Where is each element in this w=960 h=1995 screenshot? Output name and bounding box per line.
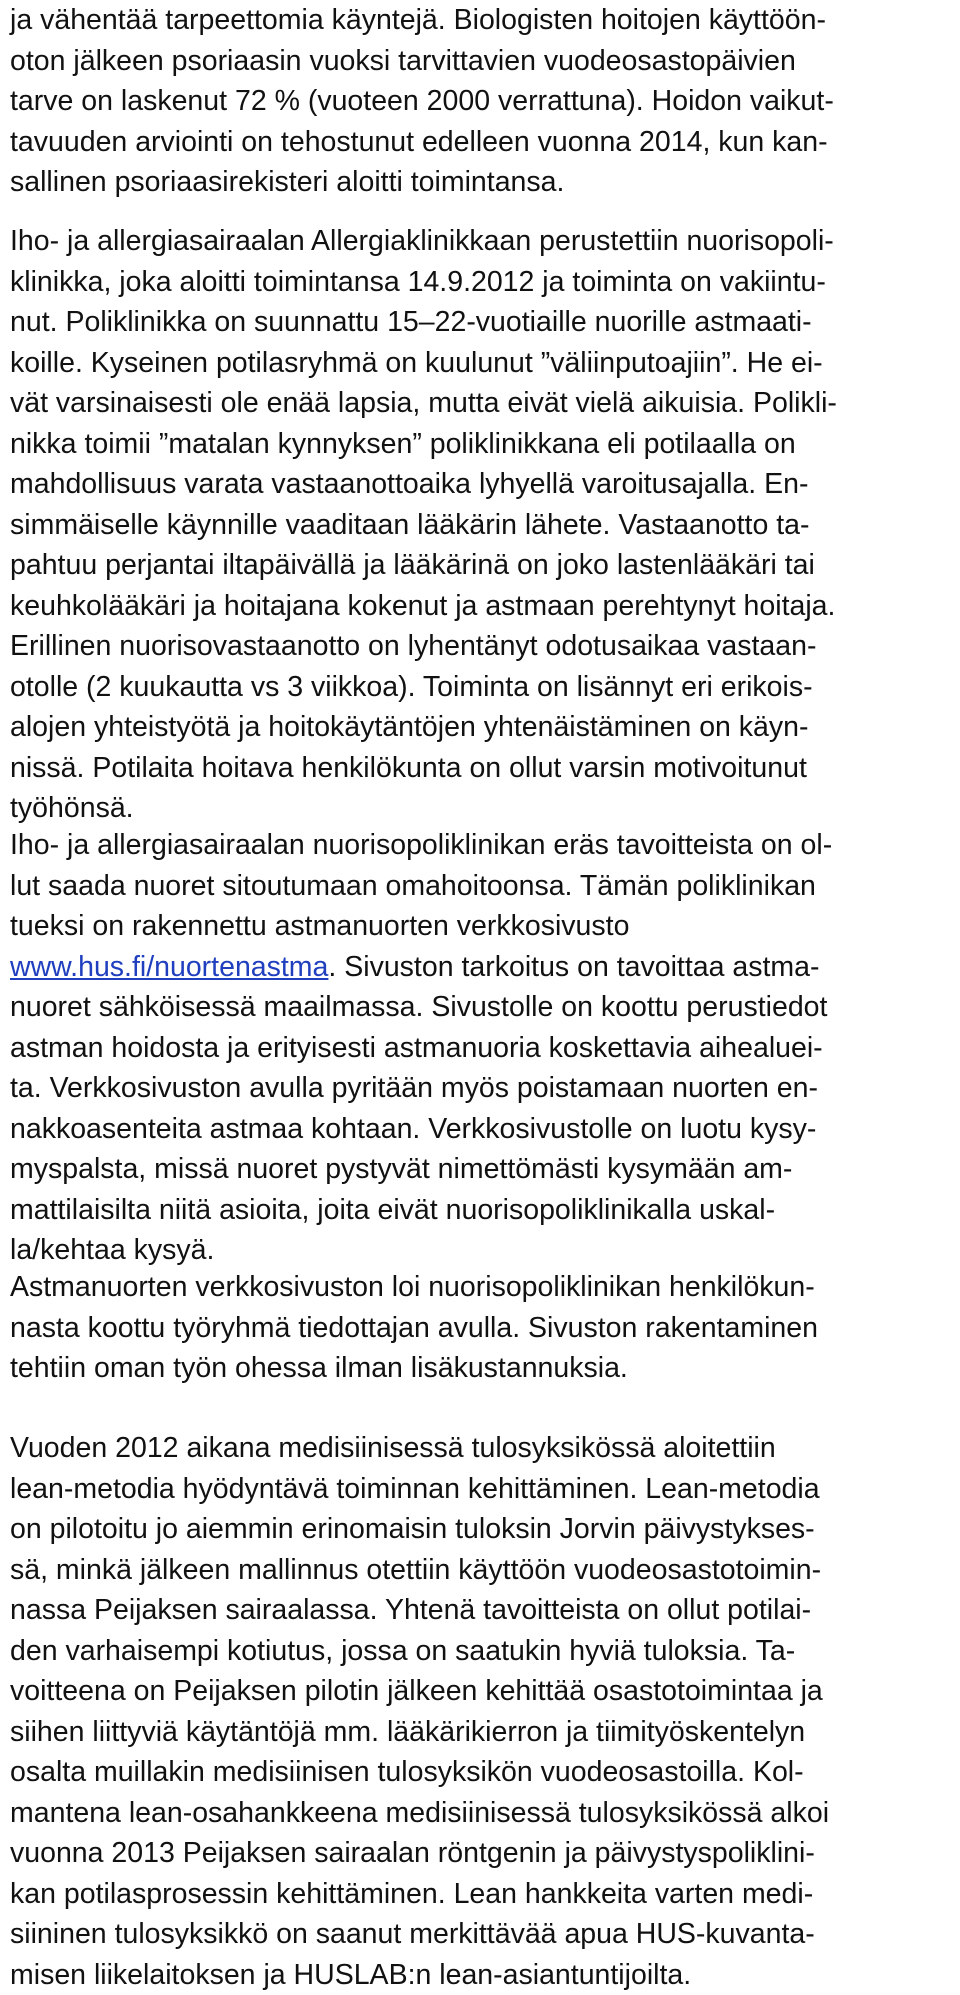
paragraph-website-team xyxy=(10,1267,818,1389)
text-line: astman hoidosta ja erityisesti astmanuoria koskettavia aihealuei- xyxy=(10,1028,832,1069)
text-line: vuonna 2013 Peijaksen sairaalan röntgenin ja päivystyspoliklini- xyxy=(10,1833,829,1874)
paragraph-asthma-website xyxy=(10,825,832,1271)
text-line-with-link xyxy=(10,947,832,988)
text-line: on pilotoitu jo aiemmin erinomaisin tuloksin Jorvin päivystykses- xyxy=(10,1509,829,1550)
text-line: vät varsinaisesti ole enää lapsia, mutta eivät vielä aikuisia. Polikli- xyxy=(10,383,837,424)
paragraph-psoriasis xyxy=(10,0,834,203)
text-line: mahdollisuus varata vastaanottoaika lyhyellä varoitusajalla. En- xyxy=(10,464,837,505)
text-line: nakkoasenteita astmaa kohtaan. Verkkosivustolle on luotu kysy- xyxy=(10,1109,832,1150)
text-line: nasta koottu työryhmä tiedottajan avulla. Sivuston rakentaminen xyxy=(10,1308,818,1349)
text-line: otolle (2 kuukautta vs 3 viikkoa). Toiminta on lisännyt eri erikois- xyxy=(10,667,837,708)
text-line: nut. Poliklinikka on suunnattu 15–22-vuotiaille nuorille astmaati- xyxy=(10,302,837,343)
text-line: Iho- ja allergiasairaalan Allergiaklinikkaan perustettiin nuorisopoli- xyxy=(10,221,837,262)
text-line: nikka toimii ”matalan kynnyksen” poliklinikkana eli potilaalla on xyxy=(10,424,837,465)
text-line: alojen yhteistyötä ja hoitokäytäntöjen yhtenäistäminen on käyn- xyxy=(10,707,837,748)
text-line: den varhaisempi kotiutus, jossa on saatukin hyviä tuloksia. Ta- xyxy=(10,1631,829,1672)
text-line: simmäiselle käynnille vaaditaan lääkärin lähete. Vastaanotto ta- xyxy=(10,505,837,546)
text-line: mantena lean-osahankkeena medisiinisessä tulosyksikössä alkoi xyxy=(10,1793,829,1834)
text-line: la/kehtaa kysyä. xyxy=(10,1230,832,1271)
text-line: Vuoden 2012 aikana medisiinisessä tulosyksikössä aloitettiin xyxy=(10,1428,829,1469)
website-link[interactable]: www.hus.fi/nuortenastma xyxy=(10,951,328,983)
text-line: sä, minkä jälkeen mallinnus otettiin käyttöön vuodeosastotoimin- xyxy=(10,1550,829,1591)
text-line: tehtiin oman työn ohessa ilman lisäkustannuksia. xyxy=(10,1348,818,1389)
text-line: koille. Kyseinen potilasryhmä on kuulunut ”väliinputoajiin”. He ei- xyxy=(10,343,837,384)
text-line: myspalsta, missä nuoret pystyvät nimettömästi kysymään am- xyxy=(10,1149,832,1190)
text-line: sallinen psoriaasirekisteri aloitti toimintansa. xyxy=(10,162,834,203)
text-line: Astmanuorten verkkosivuston loi nuorisopoliklinikan henkilökun- xyxy=(10,1267,818,1308)
text-line: Erillinen nuorisovastaanotto on lyhentänyt odotusaikaa vastaan- xyxy=(10,626,837,667)
text-line: keuhkolääkäri ja hoitajana kokenut ja astmaan perehtynyt hoitaja. xyxy=(10,586,837,627)
text-line: klinikka, joka aloitti toimintansa 14.9.2012 ja toiminta on vakiintu- xyxy=(10,262,837,303)
text-line: nassa Peijaksen sairaalassa. Yhtenä tavoitteista on ollut potilai- xyxy=(10,1590,829,1631)
text-line: mattilaisilta niitä asioita, joita eivät nuorisopoliklinikalla uskal- xyxy=(10,1190,832,1231)
text-line: siininen tulosyksikkö on saanut merkittävää apua HUS-kuvanta- xyxy=(10,1914,829,1955)
text-line: työhönsä. xyxy=(10,788,837,829)
text-line: oton jälkeen psoriaasin vuoksi tarvittavien vuodeosastopäivien xyxy=(10,41,834,82)
text-line: osalta muillakin medisiinisen tulosyksikön vuodeosastoilla. Kol- xyxy=(10,1752,829,1793)
text-line: tavuuden arviointi on tehostunut edelleen vuonna 2014, kun kan- xyxy=(10,122,834,163)
text-line: tarve on laskenut 72 % (vuoteen 2000 verrattuna). Hoidon vaikut- xyxy=(10,81,834,122)
paragraph-lean-method xyxy=(10,1428,829,1995)
text-line: ja vähentää tarpeettomia käyntejä. Biologisten hoitojen käyttöön- xyxy=(10,0,834,41)
text-line: Iho- ja allergiasairaalan nuorisopoliklinikan eräs tavoitteista on ol- xyxy=(10,825,832,866)
text-line: kan potilasprosessin kehittäminen. Lean hankkeita varten medi- xyxy=(10,1874,829,1915)
text-line: misen liikelaitoksen ja HUSLAB:n lean-asiantuntijoilta. xyxy=(10,1955,829,1995)
text-line: tueksi on rakennettu astmanuorten verkkosivusto xyxy=(10,906,832,947)
text-line: ta. Verkkosivuston avulla pyritään myös poistamaan nuorten en- xyxy=(10,1068,832,1109)
text-line: lean-metodia hyödyntävä toiminnan kehittäminen. Lean-metodia xyxy=(10,1469,829,1510)
text-line: nissä. Potilaita hoitava henkilökunta on ollut varsin motivoitunut xyxy=(10,748,837,789)
text-line: siihen liittyviä käytäntöjä mm. lääkärikierron ja tiimityöskentelyn xyxy=(10,1712,829,1753)
paragraph-youth-clinic xyxy=(10,221,837,829)
text-line: pahtuu perjantai iltapäivällä ja lääkärinä on joko lastenlääkäri tai xyxy=(10,545,837,586)
text-line: nuoret sähköisessä maailmassa. Sivustolle on koottu perustiedot xyxy=(10,987,832,1028)
link-line-rest: . Sivuston tarkoitus on tavoittaa astma- xyxy=(328,951,819,983)
text-line: voitteena on Peijaksen pilotin jälkeen kehittää osastotoimintaa ja xyxy=(10,1671,829,1712)
text-line: lut saada nuoret sitoutumaan omahoitoonsa. Tämän poliklinikan xyxy=(10,866,832,907)
